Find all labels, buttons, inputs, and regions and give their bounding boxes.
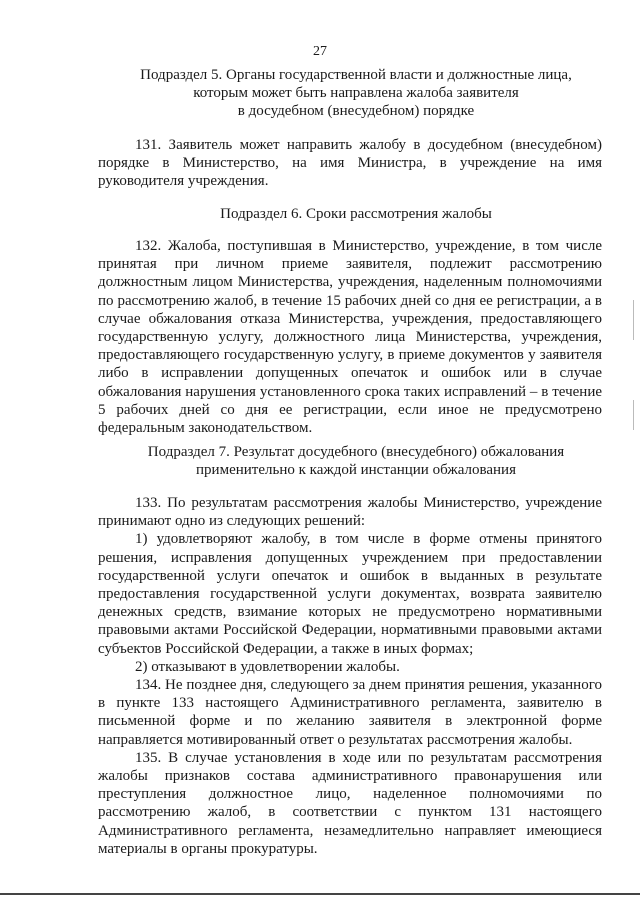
scan-margin-mark [633, 400, 634, 430]
scan-bottom-edge [0, 893, 640, 895]
heading-line: Подраздел 6. Сроки рассмотрения жалобы [220, 206, 492, 222]
paragraph-132: 132. Жалоба, поступившая в Министерство, учреждение, в том числе принятая при личном приеме заявителя, подлежит рассмотрению должностным лицом Министерства, учреждения, наделенным полномочиями по рассмотрению жалоб, в течение 15 рабочих дней со дня ее регистрации, а в случае обжалования отказа Министерства, учреждения, предоставляющего государственную услугу, должностного лица Министерства, учреждения, предоставляющего государственную услугу, в приеме документов у заявителя либо в исправлении допущенных опечаток и ошибок или в случае обжалования нарушения установленного срока таких исправлений – в течение 5 рабочих дней со дня ее регистрации, если иное не предусмотрено федеральным законодательством. [98, 238, 602, 437]
heading-line: применительно к каждой инстанции обжалования [196, 462, 516, 478]
section-6-heading [96, 205, 616, 223]
heading-line: в досудебном (внесудебном) порядке [237, 103, 475, 119]
paragraph-133: 133. По результатам рассмотрения жалобы Министерство, учреждение принимают одно из следующих решений: [98, 495, 602, 530]
paragraph-131: 131. Заявитель может направить жалобу в досудебном (внесудебном) порядке в Министерство, на имя Министра, в учреждение на имя руководителя учреждения. [98, 137, 602, 190]
heading-line: Подраздел 5. Органы государственной власти и должностные лица, [140, 67, 572, 83]
paragraph-134: 134. Не позднее дня, следующего за днем принятия решения, указанного в пункте 133 настоящего Административного регламента, заявителю в письменной форме и по желанию заявителя в электронной форме направляется мотивированный ответ о результатах рассмотрения жалобы. [98, 677, 602, 748]
heading-line: Подраздел 7. Результат досудебного (внесудебного) обжалования [147, 444, 565, 460]
paragraph-133-item-1: 1) удовлетворяют жалобу, в том числе в форме отмены принятого решения, исправления допущенных учреждением при предоставлении государственной услуги опечаток и ошибок в выданных в результате предоставления государственной услуги документах, возврата заявителю денежных средств, взимание которых не предусмотрено нормативными правовыми актами Российской Федерации, нормативными правовыми актами субъектов Российской Федерации, а также в иных формах; [98, 531, 602, 657]
page-number: 27 [313, 44, 327, 59]
section-7-heading [96, 443, 616, 479]
section-5-heading [96, 66, 616, 120]
paragraph-133-item-2: 2) отказывают в удовлетворении жалобы. [135, 658, 400, 675]
heading-line: которым может быть направлена жалоба заявителя [193, 85, 519, 101]
section-7-body [98, 494, 602, 858]
section-5-body [98, 136, 602, 191]
section-6-body [98, 237, 602, 437]
scan-margin-mark [633, 300, 634, 340]
paragraph-135: 135. В случае установления в ходе или по результатам рассмотрения жалобы признаков состава административного правонарушения или преступления должностное лицо, наделенное полномочиями по рассмотрению жалоб, в соответствии с пунктом 131 настоящего Административного регламента, незамедлительно направляет имеющиеся материалы в органы прокуратуры. [98, 749, 602, 857]
